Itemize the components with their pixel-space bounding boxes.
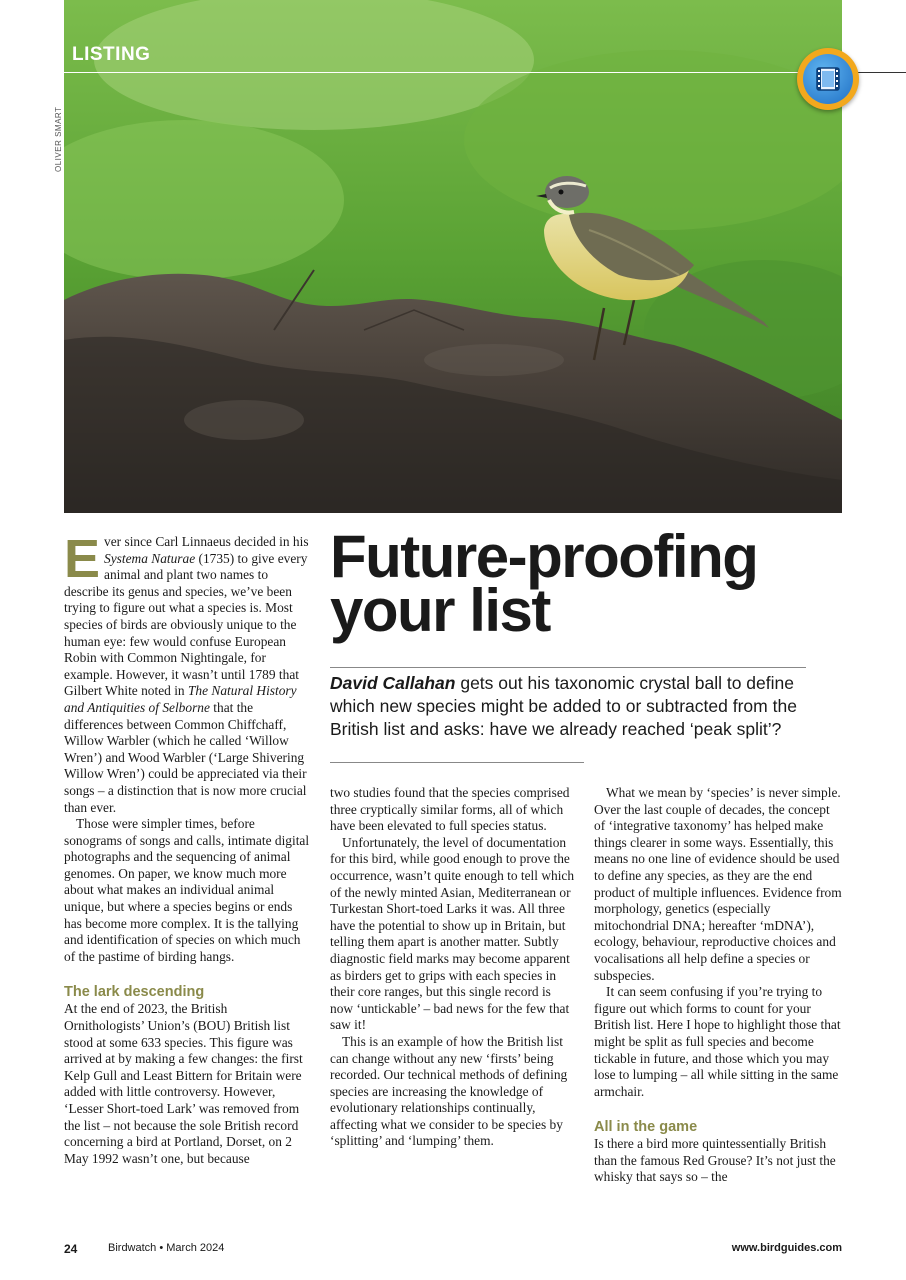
- author-name: David Callahan: [330, 673, 456, 693]
- page-number: 24: [64, 1242, 78, 1256]
- paragraph: Those were simpler times, before sonograms of songs and calls, intimate digital photographs and the sequencing of animal genomes. On paper, we know much more about what makes an individual animal unique, but where a species begins or ends has become more complex. It is the tallying and identification of species on which much of the pastime of birding hangs.: [64, 816, 310, 964]
- video-badge[interactable]: [797, 48, 859, 110]
- website-link[interactable]: www.birdguides.com: [731, 1242, 842, 1254]
- paragraph: It can seem confusing if you’re trying to figure out which forms to count for your British list. Here I hope to highlight those that might be split as full species and become tickable in future, and those which you may lose to lumping – all while sitting in the same armchair.: [594, 984, 841, 1099]
- paragraph: Unfortunately, the level of documentation for this bird, while good enough to prove the occurrence, wasn’t quite enough to tell which of the newly minted Asian, Mediterranean or Turkestan Short-toed Larks it was. All three have the potential to show up in Britain, but telling them apart is another matter. Subtly diagnostic field marks may become apparent as birders get to grips with each species in their core ranges, but this single record is now ‘untickable’ – bad news for the few that saw it!: [330, 834, 575, 1033]
- body-column-2: [330, 785, 576, 1150]
- publication-info: Birdwatch • March 2024: [108, 1242, 225, 1254]
- italic-title: The Natural History and Antiquities of Selborne: [64, 683, 297, 715]
- paragraph: This is an example of how the British list can change without any new ‘firsts’ being recorded. Our technical methods of defining species are increasing the knowledge of evolutionary relationships continually, affecting what we consider to be species by ‘splitting’ and ‘lumping’ them.: [330, 1033, 568, 1149]
- body-column-1: [64, 529, 310, 1167]
- video-film-icon: [803, 54, 853, 104]
- paragraph: At the end of 2023, the British Ornithologists’ Union’s (BOU) British list stood at some 633 species. This figure was arrived at by making a few changes: the first Kelp Gull and Least Bittern for Britain were added with little controversy. However, ‘Lesser Short-toed Lark’ was removed from the list – not because the sole British record concerning a bird at Portland, Dorset, on 2 May 1992 wasn’t one, but because: [64, 1001, 303, 1166]
- italic-title: Systema Naturae: [104, 550, 196, 566]
- text-run: ver since Carl Linnaeus decided in his: [104, 534, 309, 549]
- standfirst-rule-top: [330, 667, 806, 668]
- body-column-3: [594, 785, 842, 1186]
- paragraph: two studies found that the species comprised three cryptically similar forms, all of which have been elevated to full species status.: [330, 785, 570, 834]
- section-label: LISTING: [72, 44, 151, 65]
- subheading: All in the game: [594, 1119, 698, 1136]
- subheading: The lark descending: [64, 984, 205, 1001]
- hero-photo: [64, 0, 842, 513]
- header-rule: [64, 72, 906, 73]
- text-run: (1735) to give every animal and plant two names to describe its genus and species, we’ve been trying to figure out what a species is. Most species of birds are obviously unique to the human eye: few would confuse European Robin with Common Nightingale, for example. However, it wasn’t until 1789 that Gilbert White noted in: [64, 550, 308, 699]
- paragraph: [64, 529, 310, 816]
- text-run: that the differences between Common Chiffchaff, Willow Warbler (which he called ‘Willow Wren’) and Wood Warbler (‘Large Shivering Willow Wren’) could be appreciated via their songs – a distinction that is now more crucial than ever.: [64, 699, 307, 815]
- drop-cap: E: [64, 529, 101, 589]
- standfirst: [330, 672, 810, 741]
- wagtail-photo: [64, 0, 842, 513]
- paragraph: Is there a bird more quintessentially British than the famous Red Grouse? It’s not just the whisky that says so – the: [594, 1136, 836, 1185]
- photo-credit: OLIVER SMART: [54, 106, 63, 172]
- title-line-1: Future-proofing: [330, 523, 758, 590]
- article-title: [330, 523, 850, 644]
- paragraph: What we mean by ‘species’ is never simple. Over the last couple of decades, the concept of ‘integrative taxonomy’ has helped make things clearer in some ways. Essentially, this means no one line of evidence should be used to define any species, as they are the end product of multiple influences. Evidence from morphology, genetics (especially mitochondrial DNA; hereafter ‘mDNA’), ecology, behaviour, reproductive choices and vocalisations all help define a species or subspecies.: [594, 785, 842, 983]
- title-line-2: your list: [330, 577, 550, 644]
- standfirst-rule-bottom: [330, 762, 584, 763]
- standfirst-text: gets out his taxonomic crystal ball to define which new species might be added to or subtracted from the British list and asks: have we already reached ‘peak split’?: [330, 673, 797, 739]
